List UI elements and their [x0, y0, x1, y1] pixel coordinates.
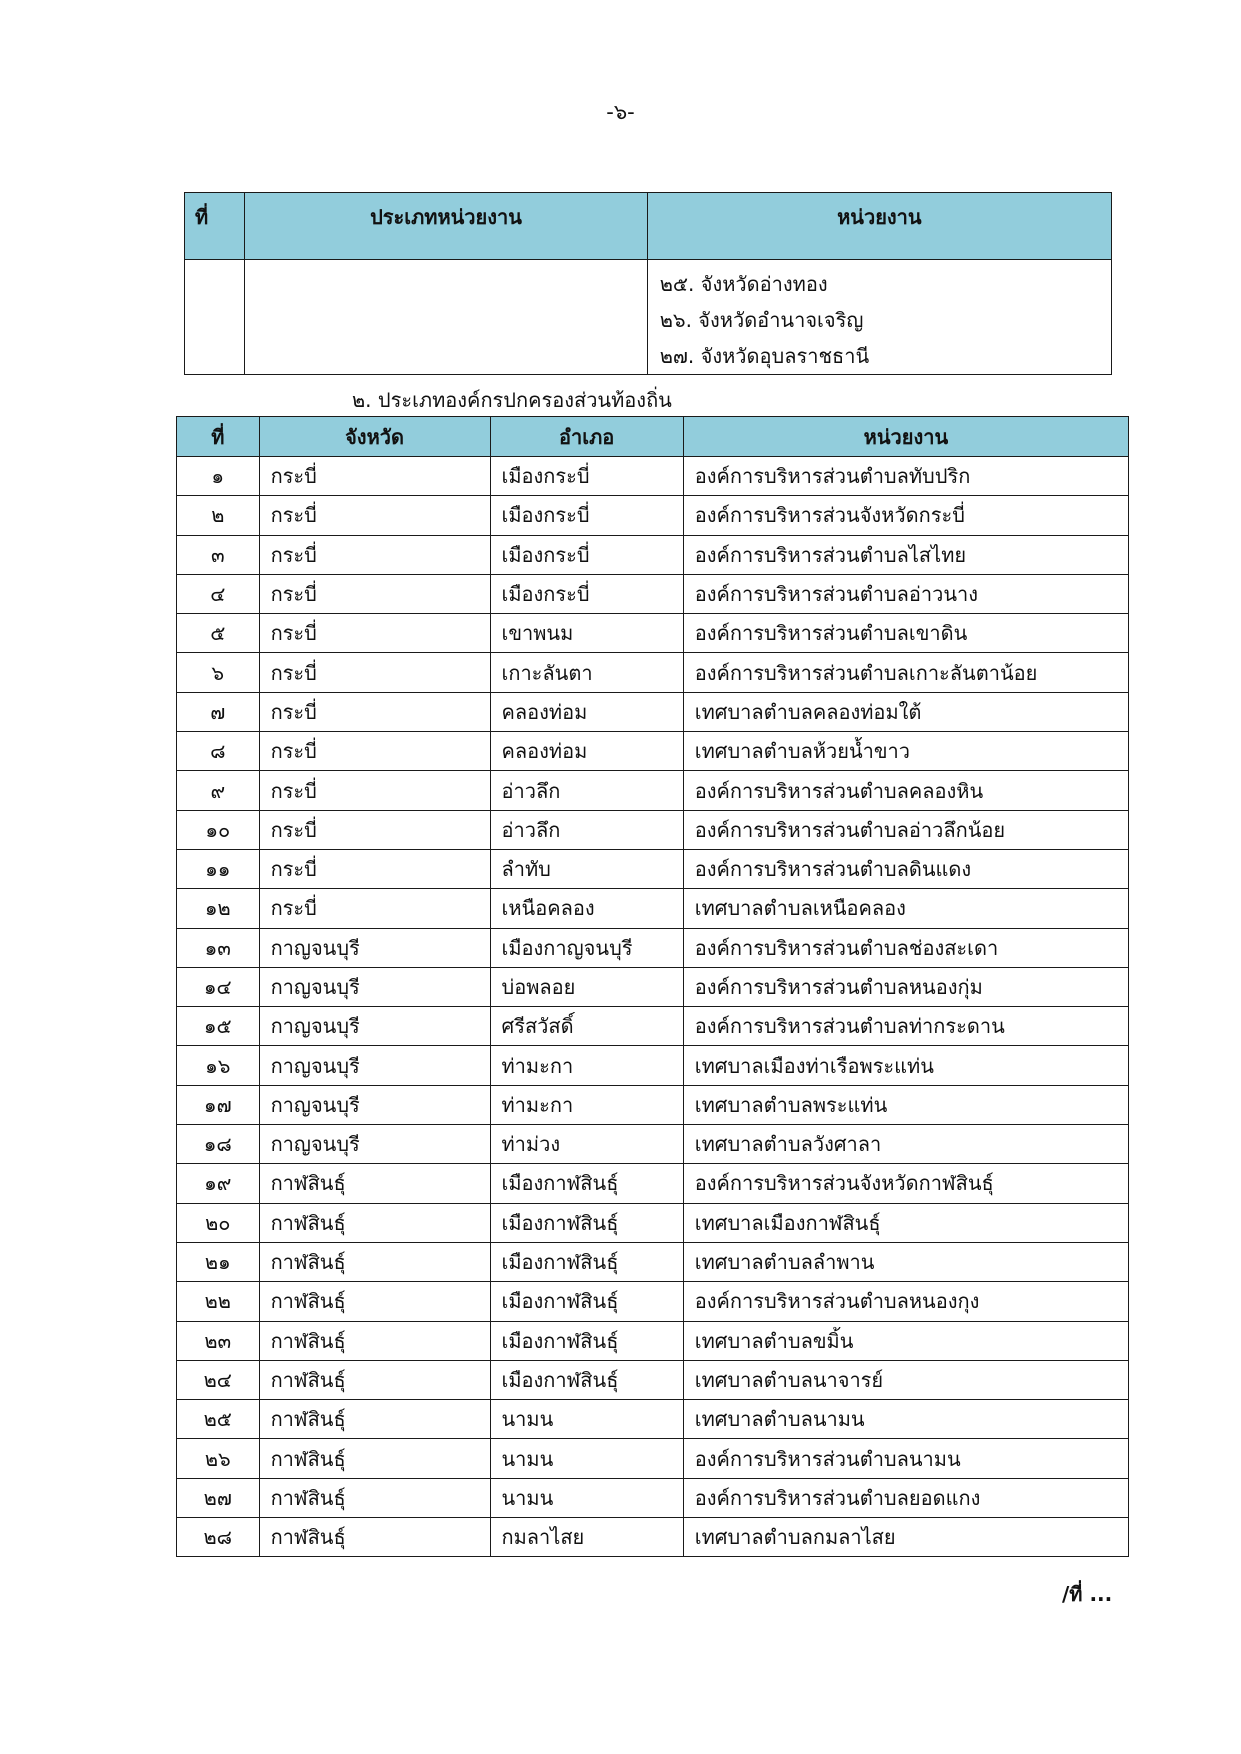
cell-no: ๕ [177, 614, 260, 653]
cell-district: ลำทับ [490, 849, 683, 888]
cell-province: กาฬสินธุ์ [259, 1439, 490, 1478]
table-row [177, 732, 1129, 771]
cell-district: นามน [490, 1439, 683, 1478]
cell-province: กระบี่ [259, 692, 490, 731]
cell-province: กาญจนบุรี [259, 1085, 490, 1124]
cell-no: ๒๖ [177, 1439, 260, 1478]
cell-no: ๑ [177, 457, 260, 496]
cell-agency: องค์การบริหารส่วนตำบลอ่าวลึกน้อย [683, 810, 1128, 849]
cell-province: กระบี่ [259, 889, 490, 928]
table-row [177, 457, 1129, 496]
cell-district: อ่าวลึก [490, 810, 683, 849]
cell-province: กาฬสินธุ์ [259, 1400, 490, 1439]
cell-no: ๒๘ [177, 1518, 260, 1557]
cell-agency: องค์การบริหารส่วนตำบลหนองกุง [683, 1282, 1128, 1321]
cell-agency-list [647, 260, 1111, 375]
cell-district: เมืองกระบี่ [490, 574, 683, 613]
page-number: -๖- [606, 100, 635, 124]
header-agency: หน่วยงาน [647, 193, 1111, 260]
cell-district: เมืองกระบี่ [490, 457, 683, 496]
cell-province: กาญจนบุรี [259, 1125, 490, 1164]
cell-agency: องค์การบริหารส่วนจังหวัดกาฬสินธุ์ [683, 1164, 1128, 1203]
table-row [177, 1518, 1129, 1557]
table-row [177, 928, 1129, 967]
cell-agency: เทศบาลเมืองท่าเรือพระแท่น [683, 1046, 1128, 1085]
table-row [177, 1282, 1129, 1321]
header-district: อำเภอ [490, 417, 683, 457]
header-no: ที่ [177, 417, 260, 457]
cell-district: เมืองกาฬสินธุ์ [490, 1203, 683, 1242]
cell-agency: เทศบาลเมืองกาฬสินธุ์ [683, 1203, 1128, 1242]
cell-agency: องค์การบริหารส่วนตำบลท่ากระดาน [683, 1007, 1128, 1046]
list-item: ๒๖. จังหวัดอำนาจเจริญ [659, 308, 864, 332]
cell-province: กาฬสินธุ์ [259, 1518, 490, 1557]
cell-district: เมืองกาฬสินธุ์ [490, 1242, 683, 1281]
cell-no: ๒๓ [177, 1321, 260, 1360]
cell-no: ๒๐ [177, 1203, 260, 1242]
cell-agency: องค์การบริหารส่วนตำบลช่องสะเดา [683, 928, 1128, 967]
cell-no: ๒๔ [177, 1360, 260, 1399]
cell-district: คลองท่อม [490, 732, 683, 771]
cell-district: ศรีสวัสดิ์ [490, 1007, 683, 1046]
table-row [177, 1400, 1129, 1439]
cell-no [185, 260, 245, 375]
cell-province: กาฬสินธุ์ [259, 1164, 490, 1203]
cell-agency: เทศบาลตำบลห้วยน้ำขาว [683, 732, 1128, 771]
cell-no: ๒๑ [177, 1242, 260, 1281]
cell-province: กระบี่ [259, 457, 490, 496]
table-row [177, 771, 1129, 810]
cell-province: กระบี่ [259, 849, 490, 888]
cell-province: กระบี่ [259, 614, 490, 653]
cell-agency: เทศบาลตำบลคลองท่อมใต้ [683, 692, 1128, 731]
table-row [177, 1164, 1129, 1203]
cell-no: ๒๕ [177, 1400, 260, 1439]
section-heading: ๒. ประเภทองค์กรปกครองส่วนท้องถิ่น [352, 388, 672, 412]
cell-province: กระบี่ [259, 732, 490, 771]
cell-province: กาฬสินธุ์ [259, 1478, 490, 1517]
cell-district: เมืองกาฬสินธุ์ [490, 1321, 683, 1360]
cell-district: นามน [490, 1400, 683, 1439]
table-row [177, 1439, 1129, 1478]
cell-district: บ่อพลอย [490, 967, 683, 1006]
cell-province: กาญจนบุรี [259, 1046, 490, 1085]
table-row [177, 1007, 1129, 1046]
cell-no: ๑๖ [177, 1046, 260, 1085]
table-row [177, 1125, 1129, 1164]
table-row [177, 1321, 1129, 1360]
cell-district: เมืองกาญจนบุรี [490, 928, 683, 967]
cell-agency: องค์การบริหารส่วนตำบลหนองกุ่ม [683, 967, 1128, 1006]
cell-no: ๔ [177, 574, 260, 613]
local-government-table [176, 416, 1129, 1557]
cell-province: กาญจนบุรี [259, 928, 490, 967]
header-agency-type: ประเภทหน่วยงาน [245, 193, 647, 260]
list-item: ๒๕. จังหวัดอ่างทอง [659, 272, 828, 296]
cell-province: กาฬสินธุ์ [259, 1242, 490, 1281]
cell-agency: เทศบาลตำบลขมิ้น [683, 1321, 1128, 1360]
cell-province: กระบี่ [259, 535, 490, 574]
cell-agency: เทศบาลตำบลพระแท่น [683, 1085, 1128, 1124]
cell-district: ท่ามะกา [490, 1046, 683, 1085]
table-row [177, 614, 1129, 653]
cell-no: ๑๒ [177, 889, 260, 928]
table-row [177, 653, 1129, 692]
cell-agency: เทศบาลตำบลลำพาน [683, 1242, 1128, 1281]
cell-no: ๑๔ [177, 967, 260, 1006]
table-row [177, 535, 1129, 574]
cell-province: กาฬสินธุ์ [259, 1282, 490, 1321]
table-row [177, 889, 1129, 928]
cell-agency: องค์การบริหารส่วนตำบลเกาะลันตาน้อย [683, 653, 1128, 692]
cell-agency: องค์การบริหารส่วนตำบลคลองหิน [683, 771, 1128, 810]
table-row [177, 1085, 1129, 1124]
cell-province: กระบี่ [259, 574, 490, 613]
cell-no: ๓ [177, 535, 260, 574]
table-row [177, 849, 1129, 888]
cell-no: ๒๗ [177, 1478, 260, 1517]
cell-district: เหนือคลอง [490, 889, 683, 928]
cell-province: กระบี่ [259, 810, 490, 849]
cell-agency: เทศบาลตำบลนามน [683, 1400, 1128, 1439]
cell-province: กาฬสินธุ์ [259, 1321, 490, 1360]
header-province: จังหวัด [259, 417, 490, 457]
table-row [177, 1203, 1129, 1242]
cell-agency: องค์การบริหารส่วนจังหวัดกระบี่ [683, 496, 1128, 535]
cell-district: เมืองกระบี่ [490, 496, 683, 535]
header-agency: หน่วยงาน [683, 417, 1128, 457]
list-item: ๒๗. จังหวัดอุบลราชธานี [659, 344, 870, 368]
table-row [177, 496, 1129, 535]
cell-province: กระบี่ [259, 653, 490, 692]
cell-province: กระบี่ [259, 771, 490, 810]
table-row [185, 260, 1112, 375]
table-body [177, 457, 1129, 1557]
cell-agency: องค์การบริหารส่วนตำบลยอดแกง [683, 1478, 1128, 1517]
cell-district: อ่าวลึก [490, 771, 683, 810]
cell-province: กาฬสินธุ์ [259, 1203, 490, 1242]
cell-province: กาฬสินธุ์ [259, 1360, 490, 1399]
cell-no: ๑๗ [177, 1085, 260, 1124]
cell-agency: เทศบาลตำบลกมลาไสย [683, 1518, 1128, 1557]
cell-agency: องค์การบริหารส่วนตำบลนามน [683, 1439, 1128, 1478]
cell-province: กาญจนบุรี [259, 967, 490, 1006]
table-row [177, 810, 1129, 849]
cell-district: เมืองกระบี่ [490, 535, 683, 574]
agency-type-table [184, 192, 1112, 375]
cell-no: ๖ [177, 653, 260, 692]
cell-agency: องค์การบริหารส่วนตำบลทับปริก [683, 457, 1128, 496]
table-row [177, 1478, 1129, 1517]
cell-no: ๒๒ [177, 1282, 260, 1321]
table-row [177, 967, 1129, 1006]
table-row [177, 1360, 1129, 1399]
cell-district: ท่ามะกา [490, 1085, 683, 1124]
cell-province: กระบี่ [259, 496, 490, 535]
cell-no: ๑๘ [177, 1125, 260, 1164]
cell-district: เมืองกาฬสินธุ์ [490, 1282, 683, 1321]
cell-no: ๑๓ [177, 928, 260, 967]
cell-no: ๑๕ [177, 1007, 260, 1046]
cell-district: คลองท่อม [490, 692, 683, 731]
cell-no: ๑๐ [177, 810, 260, 849]
table-row [177, 1046, 1129, 1085]
cell-district: ท่าม่วง [490, 1125, 683, 1164]
cell-agency: เทศบาลตำบลเหนือคลอง [683, 889, 1128, 928]
table-row [177, 692, 1129, 731]
cell-no: ๘ [177, 732, 260, 771]
cell-no: ๒ [177, 496, 260, 535]
header-no: ที่ [185, 193, 245, 260]
cell-no: ๗ [177, 692, 260, 731]
cell-agency: เทศบาลตำบลนาจารย์ [683, 1360, 1128, 1399]
table-header-row [177, 417, 1129, 457]
continuation-marker: /ที่ ... [1062, 1582, 1113, 1606]
cell-agency: องค์การบริหารส่วนตำบลไสไทย [683, 535, 1128, 574]
cell-agency-type [245, 260, 647, 375]
cell-agency: องค์การบริหารส่วนตำบลอ่าวนาง [683, 574, 1128, 613]
table-row [177, 1242, 1129, 1281]
cell-agency: องค์การบริหารส่วนตำบลเขาดิน [683, 614, 1128, 653]
table-header-row [185, 193, 1112, 260]
cell-no: ๑๑ [177, 849, 260, 888]
cell-district: นามน [490, 1478, 683, 1517]
cell-district: เมืองกาฬสินธุ์ [490, 1360, 683, 1399]
cell-no: ๙ [177, 771, 260, 810]
cell-province: กาญจนบุรี [259, 1007, 490, 1046]
cell-district: เกาะลันตา [490, 653, 683, 692]
cell-district: กมลาไสย [490, 1518, 683, 1557]
cell-agency: องค์การบริหารส่วนตำบลดินแดง [683, 849, 1128, 888]
table-row [177, 574, 1129, 613]
cell-no: ๑๙ [177, 1164, 260, 1203]
cell-district: เมืองกาฬสินธุ์ [490, 1164, 683, 1203]
cell-agency: เทศบาลตำบลวังศาลา [683, 1125, 1128, 1164]
cell-district: เขาพนม [490, 614, 683, 653]
